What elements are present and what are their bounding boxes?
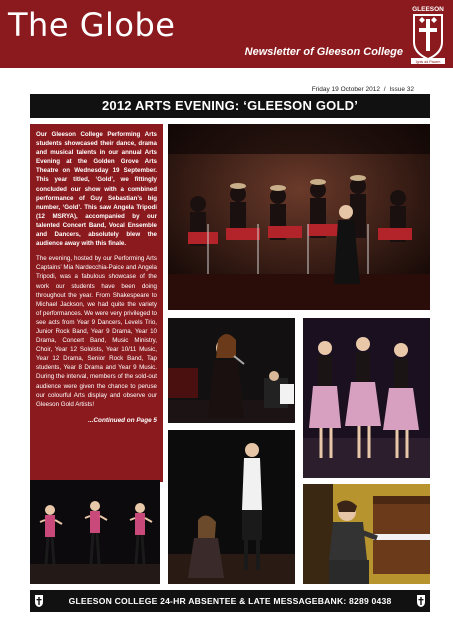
footer-crest-right-icon <box>416 594 426 608</box>
issue-dateline <box>311 86 415 93</box>
article-intro: Our Gleeson College Performing Arts students showcased their dance, drama and musical talents in our annual Arts Evening at the Golden Grove Arts Theatre on Wednesday 19 September. This year titled, ‘Gold’, we fittingly concluded our show with a combined performance of Guy Sebastian’s big number, ‘Gold’. This saw Angela Tripodi (12 MSRYA), accompanied by our talented Concert Band, Vocal Ensemble and Dancers, absolutely blew the audience away with this finale. <box>36 131 157 248</box>
article-body: The evening, hosted by our Performing Arts Captains’ Mia Nardecchia-Paice and Angela Tripodi, was a fabulous showcase of the work our students have been doing throughout the year. From Shakespeare to Michael Jackson, we had quite the variety of performances. We were very privileged to see acts from Year 9 Dancers, Levels Trio, Junior Rock Band, Year 9 Drama, Year 10 Drama, Concert Band, Music Ministry, Choir, Year 12 Soloists, Year 10/11 Music, Year 12 Drama, Senior Rock Band, Tap students, Year 8 Drama and Year 9 Music. During the interval, members of the sold-out audience were given the chance to peruse our colourful Arts display and observe our Gleeson Gold Artists! <box>36 255 157 408</box>
svg-text:GLEESON: GLEESON <box>412 6 444 13</box>
photo-singer-soloist <box>168 318 295 423</box>
college-crest-logo <box>407 2 449 66</box>
footer-banner <box>30 590 430 612</box>
issue-number: Issue 32 <box>389 86 414 93</box>
issue-date: Friday 19 October 2012 <box>311 86 380 93</box>
photo-dancers-group <box>303 318 430 478</box>
photo-stage-band-finale <box>168 124 430 310</box>
article-text-column <box>30 124 163 482</box>
footer-messagebank: GLEESON COLLEGE 24-HR ABSENTEE & LATE MESSAGEBANK: 8289 0438 <box>68 596 392 606</box>
newsletter-title: The Globe <box>8 6 176 44</box>
newsletter-subtitle: Newsletter of Gleeson College <box>244 46 403 58</box>
photo-drama-performers <box>168 430 295 584</box>
photo-tap-dancers-trio <box>30 480 160 584</box>
continued-note: ...Continued on Page 5 <box>88 416 157 424</box>
article-headline: 2012 ARTS EVENING: ‘GLEESON GOLD’ <box>30 94 430 118</box>
svg-text:Ignis ad Pacem: Ignis ad Pacem <box>415 60 441 64</box>
photo-piano-player <box>303 484 430 584</box>
issue-separator: / <box>383 86 386 93</box>
masthead <box>0 0 453 68</box>
